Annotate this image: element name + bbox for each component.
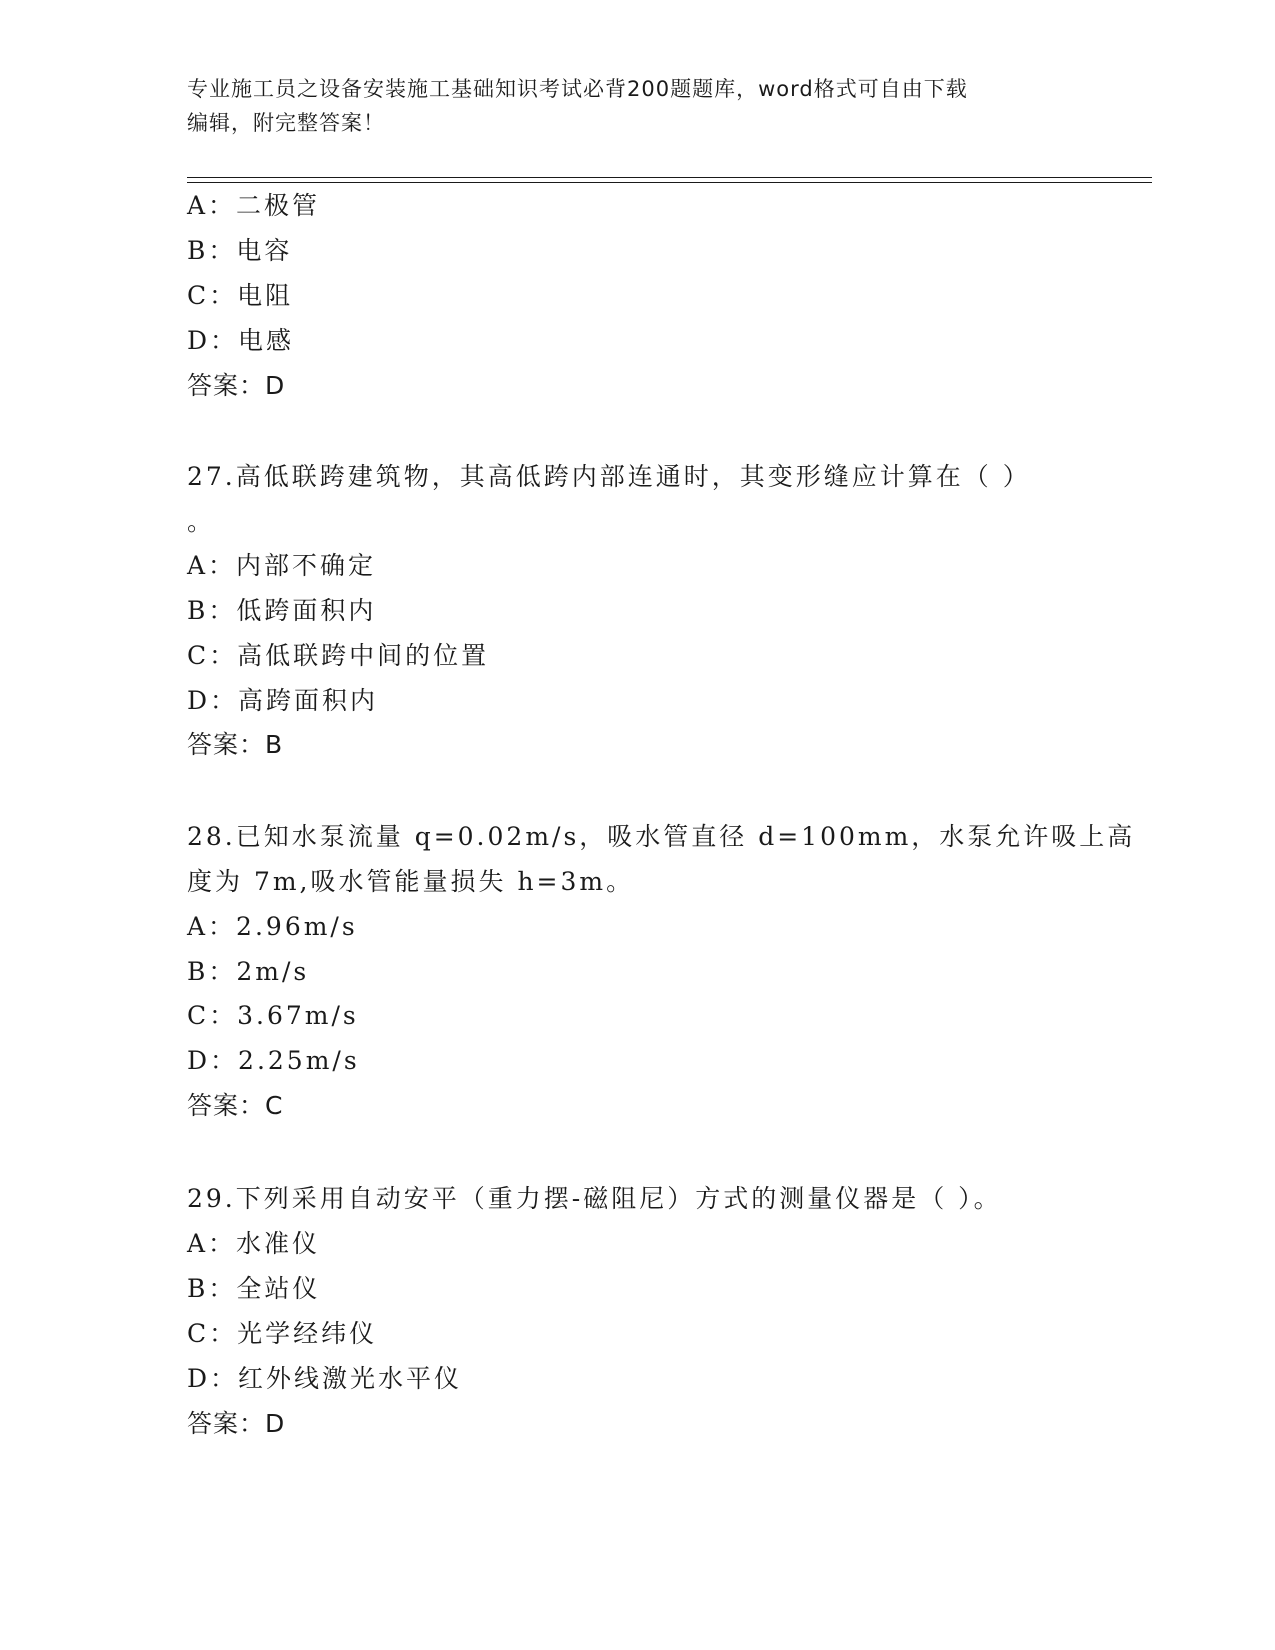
q27-option-c: C：高低联跨中间的位置	[187, 641, 490, 670]
header-divider-bottom	[187, 182, 1152, 183]
q26-answer: 答案：D	[187, 371, 286, 400]
q28-option-b: B：2m/s	[187, 957, 310, 986]
q27-option-a: A：内部不确定	[187, 551, 377, 580]
q29-option-d: D：红外线激光水平仪	[187, 1364, 463, 1393]
q28-answer: 答案：C	[187, 1091, 284, 1120]
q29-option-b: B：全站仪	[187, 1274, 321, 1303]
q28-stem-line-1: 28.已知水泵流量 q=0.02m/s，吸水管直径 d=100mm，水泵允许吸上高	[187, 822, 1136, 851]
header-divider-top	[187, 177, 1152, 178]
document-header	[187, 72, 1087, 140]
q27-stem-line-1: 27.高低联跨建筑物，其高低跨内部连通时，其变形缝应计算在（ ）	[187, 462, 1031, 491]
q29-option-a: A：水准仪	[187, 1229, 321, 1258]
header-title-line-1: 专业施工员之设备安装施工基础知识考试必背200题题库，word格式可自由下载	[187, 77, 968, 101]
q27-option-d: D：高跨面积内	[187, 686, 379, 715]
q28-option-a: A：2.96m/s	[187, 912, 358, 941]
q29-stem-line-1: 29.下列采用自动安平（重力摆-磁阻尼）方式的测量仪器是（ ）。	[187, 1184, 1002, 1213]
q26-option-c: C：电阻	[187, 281, 294, 310]
q27-option-b: B：低跨面积内	[187, 596, 377, 625]
q29-answer: 答案：D	[187, 1409, 286, 1438]
q28-option-c: C：3.67m/s	[187, 1001, 359, 1030]
q26-option-b: B：电容	[187, 236, 293, 265]
q29-option-c: C：光学经纬仪	[187, 1319, 378, 1348]
header-title-line-2: 编辑，附完整答案！	[187, 111, 385, 135]
q28-stem-line-2: 度为 7m,吸水管能量损失 h=3m。	[187, 867, 635, 896]
q27-stem-line-2: 。	[187, 507, 216, 536]
q28-option-d: D：2.25m/s	[187, 1046, 360, 1075]
q26-option-a: A：二极管	[187, 191, 321, 220]
q26-option-d: D：电感	[187, 326, 295, 355]
q27-answer: 答案：B	[187, 730, 284, 759]
